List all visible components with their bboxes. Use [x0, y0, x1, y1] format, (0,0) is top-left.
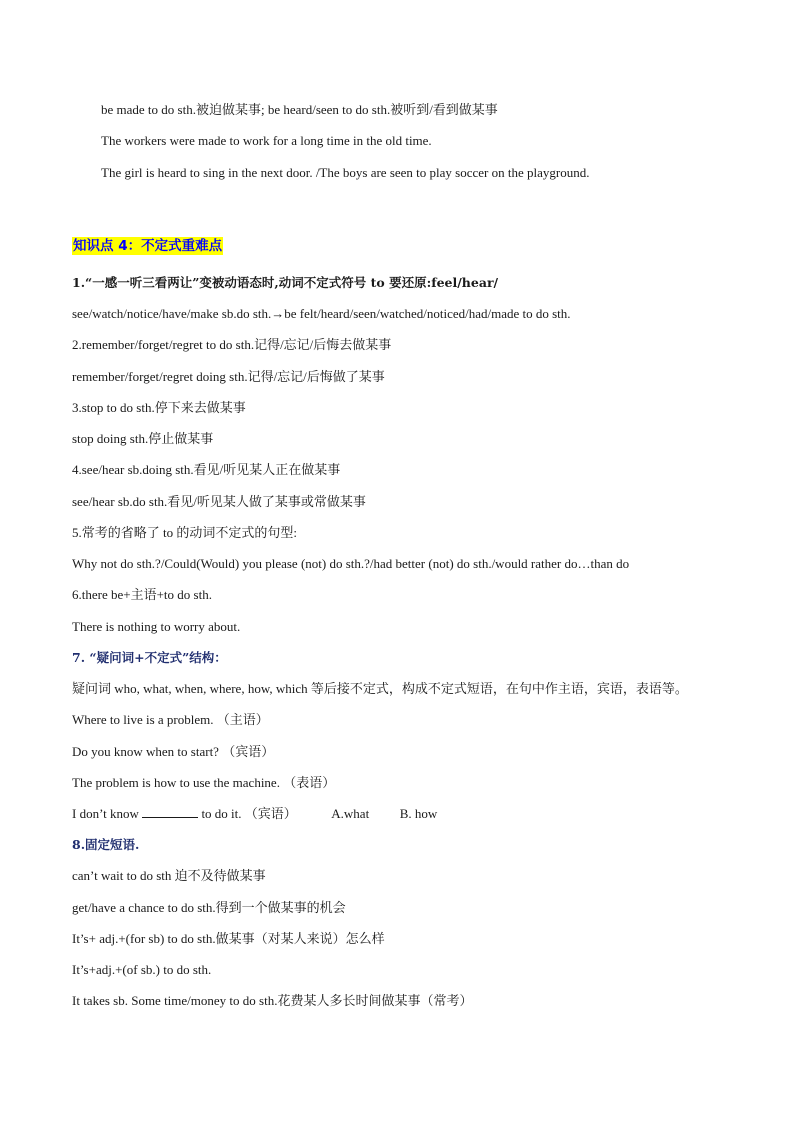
intro-line-2: The workers were made to work for a long time in the old time. [101, 133, 432, 148]
quiz-text-after: to do it. （宾语） [198, 806, 297, 821]
item-7-example-predicative: The problem is how to use the machine. （表语） [72, 775, 336, 790]
fixed-phrase-1: can’t wait to do sth 迫不及待做某事 [72, 868, 266, 883]
item-6-title: 6.there be+主语+to do sth. [72, 587, 212, 602]
intro-line-1: be made to do sth.被迫做某事; be heard/seen to do sth.被听到/看到做某事 [101, 102, 498, 117]
quiz-line [72, 806, 437, 822]
quiz-blank[interactable] [142, 806, 198, 818]
fixed-phrase-2: get/have a chance to do sth.得到一个做某事的机会 [72, 900, 346, 915]
item-6-example: There is nothing to worry about. [72, 619, 241, 634]
fixed-phrase-3: It’s+ adj.+(for sb) to do sth.做某事（对某人来说）怎么样 [72, 931, 385, 946]
item-4b: see/hear sb.do sth.看见/听见某人做了某事或常做某事 [72, 494, 366, 509]
item-3a: 3.stop to do sth.停下来去做某事 [72, 400, 246, 415]
quiz-text-before: I don’t know [72, 806, 143, 821]
item-4a: 4.see/hear sb.doing sth.看见/听见某人正在做某事 [72, 462, 341, 477]
item-1-title: 1.“一感一听三看两让”变被动语态时,动词不定式符号 to 要还原:feel/hear/ [72, 275, 499, 290]
item-5-title: 5.常考的省略了 to 的动词不定式的句型: [72, 525, 297, 540]
fixed-phrases-heading: 8.固定短语. [72, 837, 140, 852]
section-heading: 知识点 4：不定式重难点 [73, 238, 223, 254]
item-2a: 2.remember/forget/regret to do sth.记得/忘记/后悔去做某事 [72, 337, 392, 352]
item-1-detail: see/watch/notice/have/make sb.do sth.→be felt/heard/seen/watched/noticed/had/made to do sth. [72, 306, 571, 321]
item-7-desc: 疑问词 who, what, when, where, how, which 等后接不定式，构成不定式短语，在句中作主语，宾语，表语等。 [72, 681, 688, 696]
item-5-patterns: Why not do sth.?/Could(Would) you please (not) do sth.?/had better (not) do sth./would rather do…than do [72, 556, 630, 571]
item-3b: stop doing sth.停止做某事 [72, 431, 214, 446]
fixed-phrase-4: It’s+adj.+(of sb.) to do sth. [72, 962, 212, 977]
item-2b: remember/forget/regret doing sth.记得/忘记/后悔做了某事 [72, 369, 385, 384]
item-7-title: 7. “疑问词+不定式”结构： [72, 650, 227, 665]
quiz-option-a: A.what [331, 806, 370, 821]
fixed-phrase-5: It takes sb. Some time/money to do sth.花费某人多长时间做某事（常考） [72, 993, 473, 1008]
quiz-option-b: B. how [399, 806, 438, 821]
item-7-example-object: Do you know when to start? （宾语） [72, 744, 275, 759]
intro-line-3: The girl is heard to sing in the next door. /The boys are seen to play soccer on the playground. [101, 165, 590, 180]
item-7-example-subject: Where to live is a problem. （主语） [72, 712, 269, 727]
